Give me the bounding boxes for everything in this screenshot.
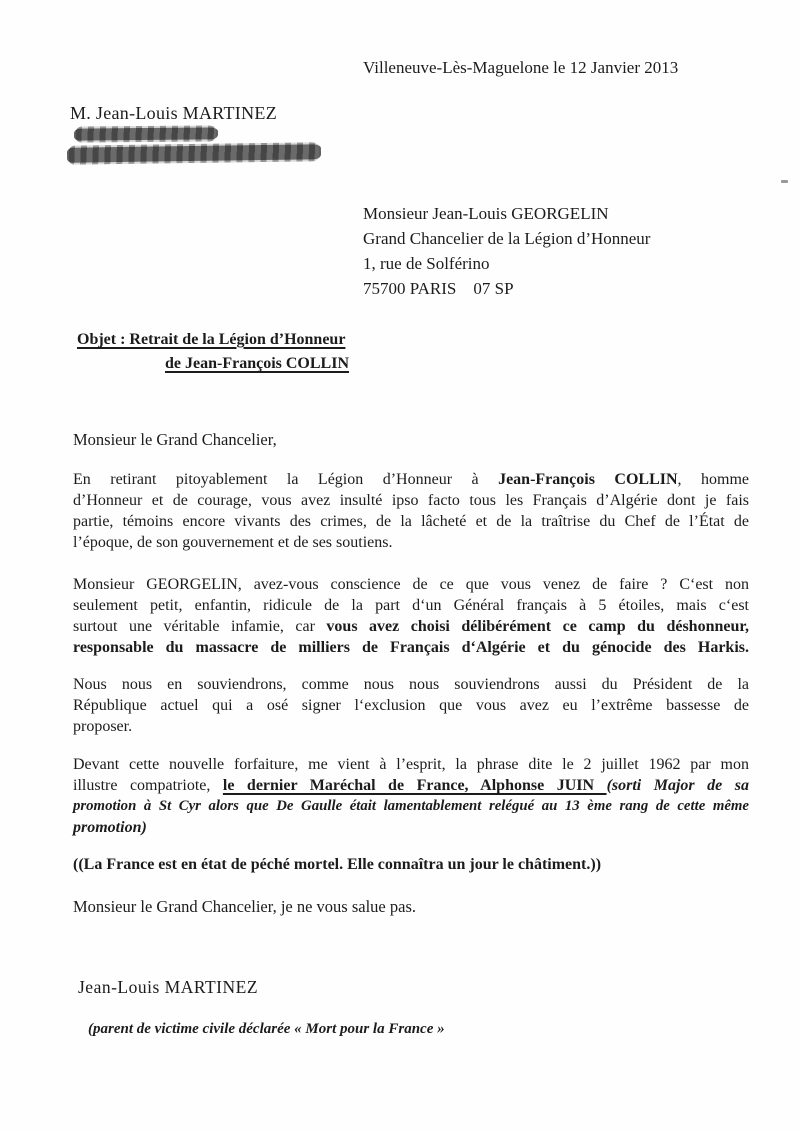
subject-line-1: Objet : Retrait de la Légion d’Honneur <box>77 331 346 348</box>
paragraph-4-line-4: promotion) <box>73 819 147 836</box>
paragraph-1-line-1: En retirant pitoyablement la Légion d’Honneur à Jean-François COLLIN, homme <box>73 471 749 488</box>
paragraph-4-line-1: Devant cette nouvelle forfaiture, me vient à l’esprit, la phrase dite le 2 juillet 1962 par mon <box>73 756 749 773</box>
scan-artifact-mark <box>781 180 788 183</box>
paragraph-1-line-2: d’Honneur et de courage, vous avez insulté ipso facto tous les Français d’Algérie dont je fais <box>73 492 749 509</box>
subject-line-2: de Jean-François COLLIN <box>165 355 349 372</box>
date-line: Villeneuve-Lès-Maguelone le 12 Janvier 2013 <box>363 58 679 77</box>
recipient-name: Monsieur Jean-Louis GEORGELIN <box>363 204 609 223</box>
recipient-title: Grand Chancelier de la Légion d’Honneur <box>363 229 651 248</box>
paragraph-3 <box>73 674 749 737</box>
recipient-city: 75700 PARIS 07 SP <box>363 279 514 298</box>
recipient-block <box>363 201 800 301</box>
paragraph-3-line-1: Nous nous en souviendrons, comme nous nous souviendrons aussi du Président de la <box>73 676 749 693</box>
paragraph-4-line-2: illustre compatriote, le dernier Maréchal de France, Alphonse JUIN (sorti Major de sa <box>73 777 749 794</box>
post-signature-note: (parent de victime civile déclarée « Mort pour la France » <box>88 1021 445 1037</box>
paragraph-1-line-3: partie, témoins encore vivants des crimes, de la lâcheté et de la traîtrise du Chef de l’État de <box>73 513 749 530</box>
subject-block <box>77 328 800 376</box>
recipient-street: 1, rue de Solférino <box>363 254 490 273</box>
paragraph-4 <box>73 754 749 838</box>
closing-line: Monsieur le Grand Chancelier, je ne vous salue pas. <box>73 897 416 916</box>
paragraph-2-line-3: surtout une véritable infamie, car vous avez choisi délibérément ce camp du déshonneur, <box>73 618 749 635</box>
signature-name: Jean-Louis MARTINEZ <box>78 977 259 997</box>
paragraph-3-line-2: République actuel qui a osé signer l‘exclusion que vous avez eu l’extrême bassesse de <box>73 697 749 714</box>
redacted-address-line-2 <box>67 144 321 163</box>
paragraph-1-line-4: l’époque, de son gouvernement et de ses soutiens. <box>73 534 393 551</box>
paragraph-2 <box>73 574 749 658</box>
salutation: Monsieur le Grand Chancelier, <box>73 430 277 449</box>
sender-name: M. Jean-Louis MARTINEZ <box>70 103 277 123</box>
paragraph-1 <box>73 469 749 553</box>
paragraph-3-line-3: proposer. <box>73 718 133 735</box>
paragraph-4-line-3: promotion à St Cyr alors que De Gaulle était lamentablement relégué au 13 ème rang de cette même <box>73 798 749 814</box>
paragraph-2-line-4: responsable du massacre de milliers de Français d‘Algérie et du génocide des Harkis. <box>73 639 749 656</box>
redacted-address-line-1 <box>74 127 218 140</box>
paragraph-2-line-1: Monsieur GEORGELIN, avez-vous conscience de ce que vous venez de faire ? C‘est non <box>73 576 749 593</box>
quotation-line: ((La France est en état de péché mortel. Elle connaîtra un jour le châtiment.)) <box>73 856 602 873</box>
paragraph-2-line-2: seulement petit, enfantin, ridicule de la part d‘un Général français à 5 étoiles, mais c‘est <box>73 597 749 614</box>
